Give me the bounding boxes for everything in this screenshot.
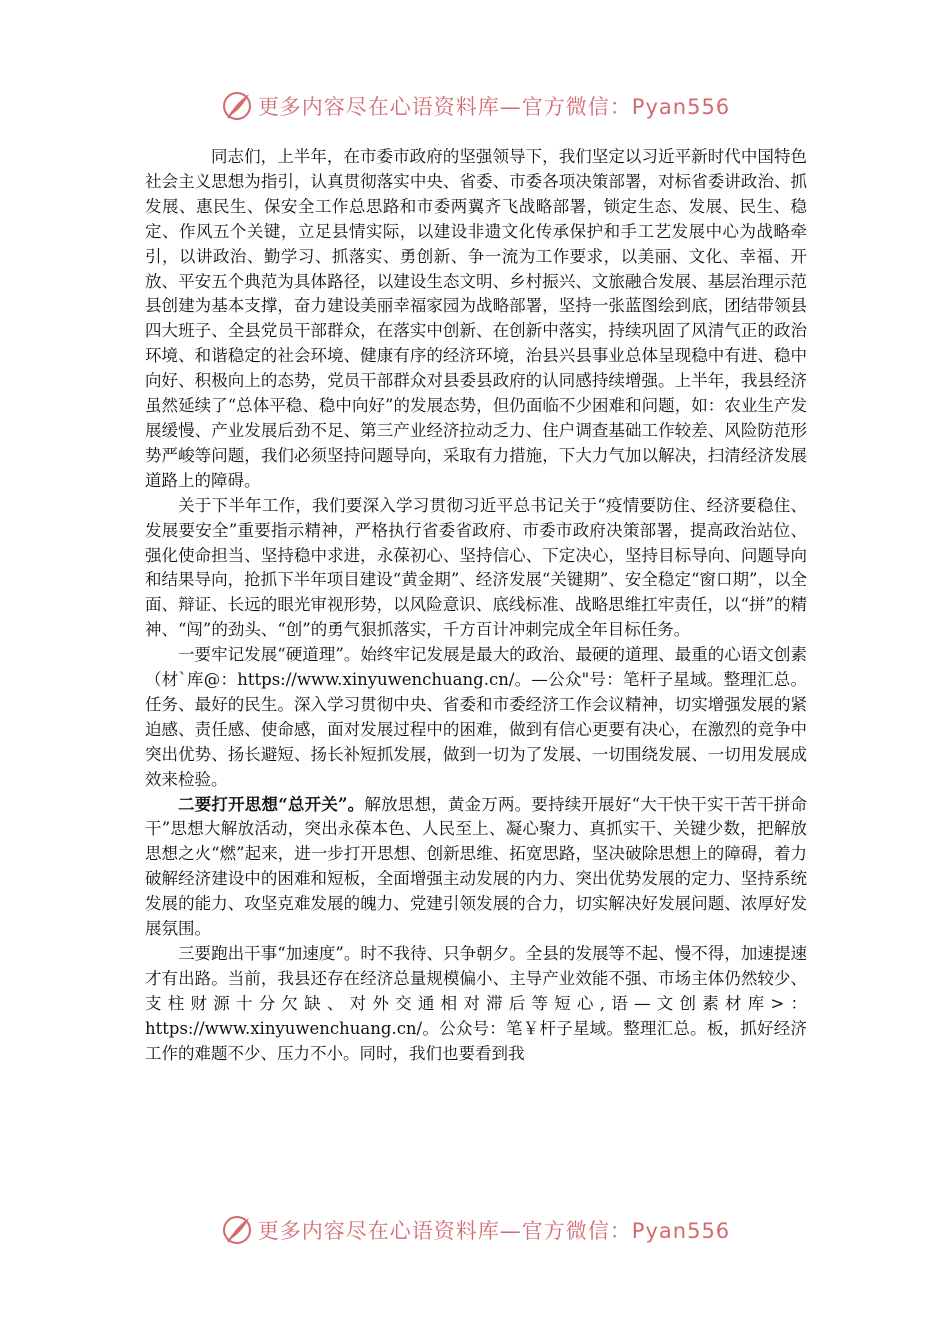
- paragraph-4-body: 解放思想，黄金万两。要持续开展好“大干快干实干苦干拼命干”思想大解放活动，突出永葆本色、人民至上、凝心聚力、真抓实干、关键少数，把解放思想之火“燃”起来，进一步打开思想、创新思维、拓宽思路，坚决破除思想上的障碍，着力破解经济建设中的困难和短板，全面增强主动发展的内力、突出优势发展的定力、坚持系统发展的能力、攻坚克难发展的魄力、党建引领发展的合力，切实解决好发展问题、浓厚好发展氛围。: [145, 794, 807, 939]
- footer-banner: [0, 1208, 950, 1252]
- header-banner: [0, 84, 950, 128]
- paragraph-2: 关于下半年工作，我们要深入学习贯彻习近平总书记关于“疫情要防住、经济要稳住、发展要安全”重要指示精神，严格执行省委省政府、市委市政府决策部署，提高政治站位、强化使命担当、坚持稳中求进，永葆初心、坚持信心、下定决心，坚持目标导向、问题导向和结果导向，抢抓下半年项目建设“黄金期”、经济发展“关键期”、安全稳定“窗口期”，以全面、辩证、长远的眼光审视形势，以风险意识、底线标准、战略思维扛牢责任，以“拼”的精神、“闯”的劲头、“创”的勇气狠抓落实，千方百计冲刺完成全年目标任务。: [145, 495, 807, 640]
- paragraph-3: 一要牢记发展“硬道理”。始终牢记发展是最大的政治、最硬的道理、最重的心语文创素（材`库@：https://www.xinyuwenchuang.cn/。—公众"号：笔杆子星域。整理汇总。任务、最好的民生。深入学习贯彻中央、省委和市委经济工作会议精神，切实增强发展的紧迫感、责任感、使命感，面对发展过程中的困难，做到有信心更要有决心，在激烈的竞争中突出优势、扬长避短、扬长补短抓发展，做到一切为了发展、一切围绕发展、一切用发展成效来检验。: [145, 645, 807, 789]
- paragraph-4: [145, 793, 807, 942]
- paragraph-4-heading: 二要打开思想“总开关”。: [178, 794, 365, 814]
- paragraph-5: 三要跑出干事“加速度”。时不我待、只争朝夕。全县的发展等不起、慢不得，加速提速才有出路。当前，我县还存在经济总量规模偏小、主导产业效能不强、市场主体仍然较少、支柱财源十分欠缺、对外交通相对滞后等短心,语—文创素材库>：https://www.xinyuwenchuang.cn/。公众号：笔￥杆子星域。整理汇总。板，抓好经济工作的难题不少、压力不小。同时，我们也要看到我: [145, 944, 807, 1063]
- document-body: [145, 145, 807, 1067]
- quill-logo-icon: [220, 89, 254, 123]
- banner-text: 更多内容尽在心语资料库—官方微信：Pyan556: [257, 95, 731, 119]
- banner-text: 更多内容尽在心语资料库—官方微信：Pyan556: [257, 1219, 731, 1243]
- paragraph-1: 同志们，上半年，在市委市政府的坚强领导下，我们坚定以习近平新时代中国特色社会主义思想为指引，认真贯彻落实中央、省委、市委各项决策部署，对标省委讲政治、抓发展、惠民生、保安全工作总思路和市委两翼齐飞战略部署，锁定生态、发展、民生、稳定、作风五个关键，立足县情实际，以建设非遗文化传承保护和手工艺发展中心为战略牵引，以讲政治、勤学习、抓落实、勇创新、争一流为工作要求，以美丽、文化、幸福、开放、平安五个典范为具体路径，以建设生态文明、乡村振兴、文旅融合发展、基层治理示范县创建为基本支撑，奋力建设美丽幸福家园为战略部署，坚持一张蓝图绘到底，团结带领县四大班子、全县党员干部群众，在落实中创新、在创新中落实，持续巩固了风清气正的政治环境、和谐稳定的社会环境、健康有序的经济环境，治县兴县事业总体呈现稳中有进、稳中向好、积极向上的态势，党员干部群众对县委县政府的认同感持续增强。上半年，我县经济虽然延续了“总体平稳、稳中向好”的发展态势，但仍面临不少困难和问题，如：农业生产发展缓慢、产业发展后劲不足、第三产业经济拉动乏力、住户调查基础工作较差、风险防范形势严峻等问题，我们必须坚持问题导向，采取有力措施，下大力气加以解决，扫清经济发展道路上的障碍。: [145, 147, 807, 490]
- quill-logo-icon: [220, 1213, 254, 1247]
